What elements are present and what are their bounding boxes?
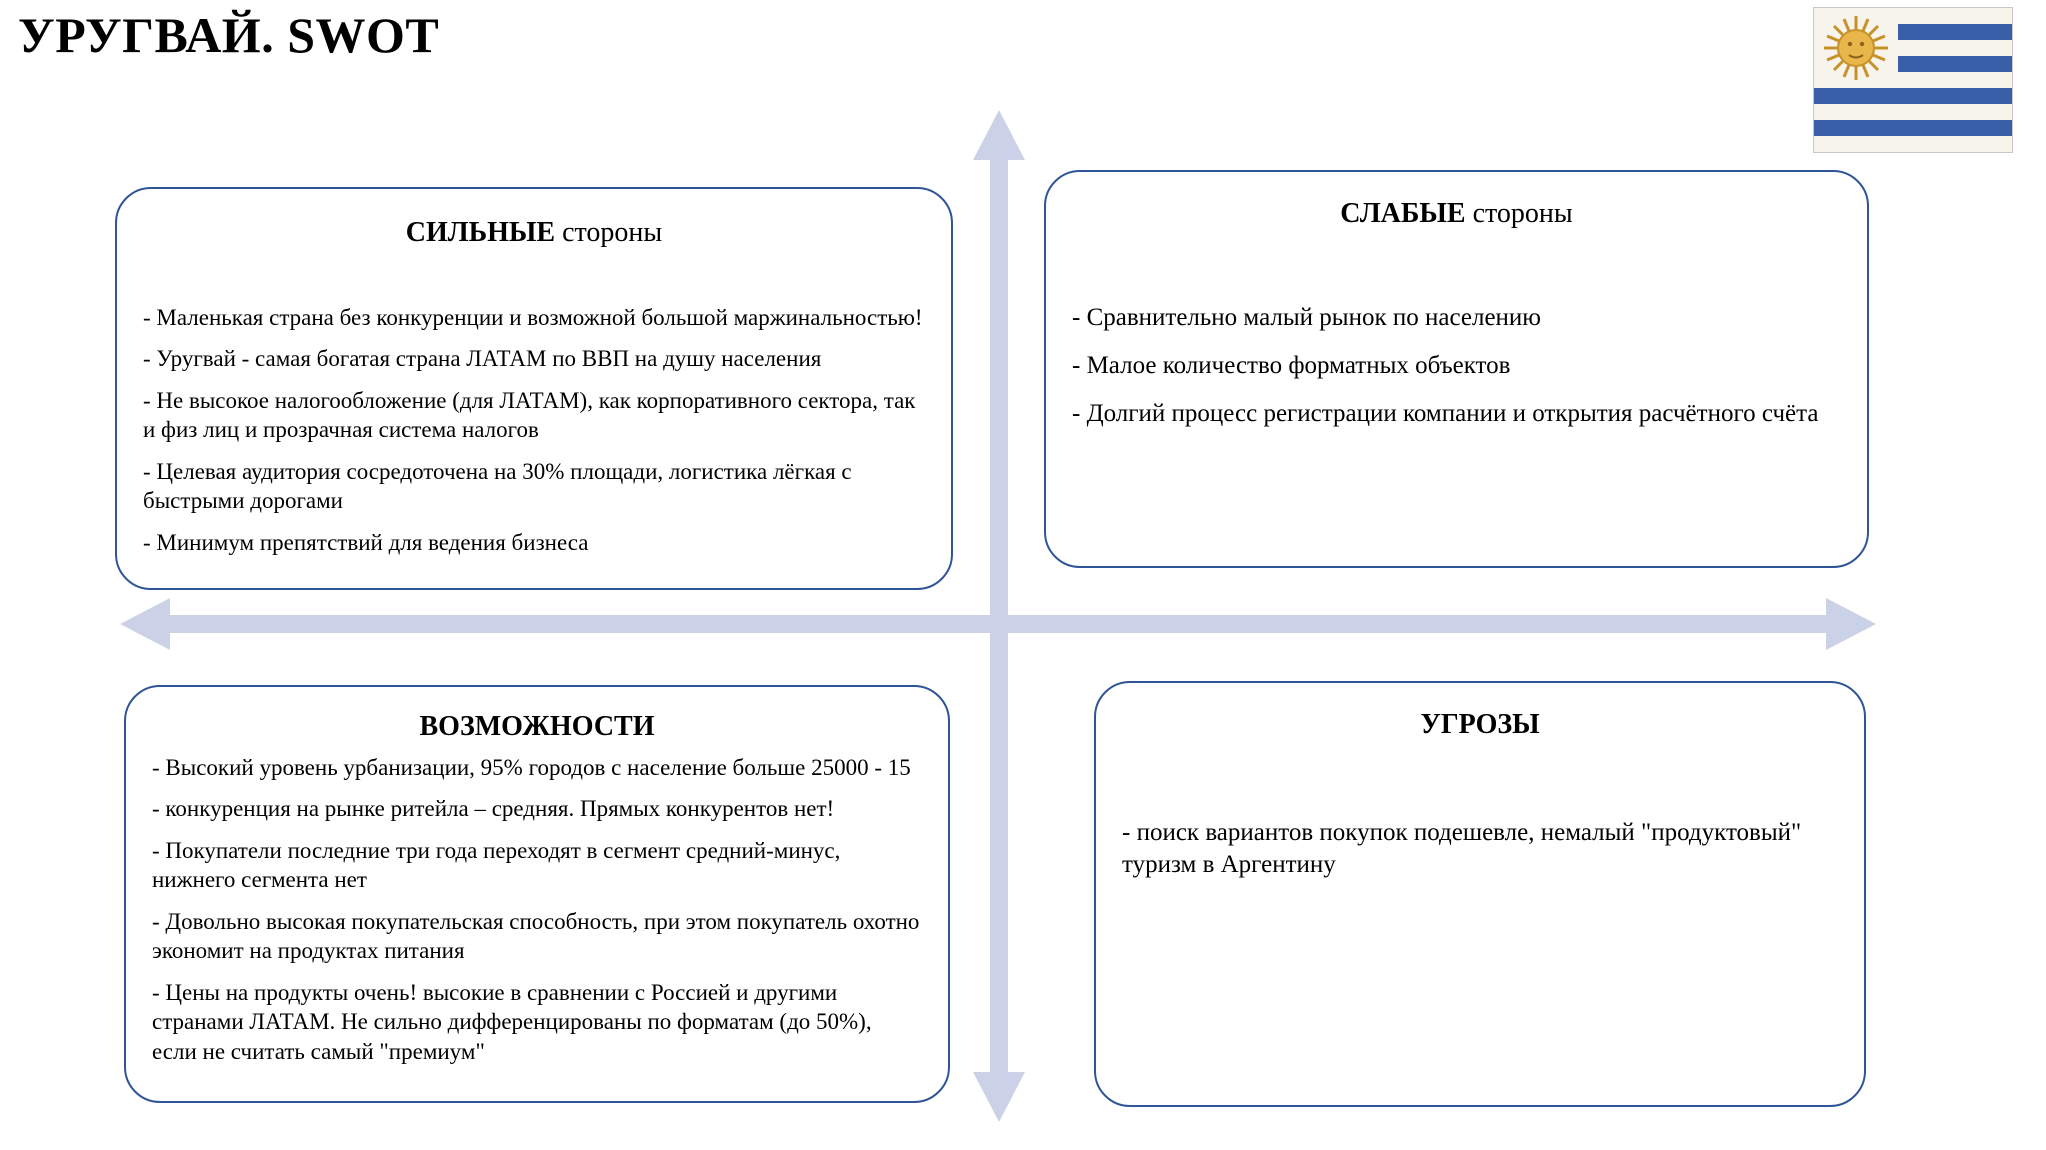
weaknesses-item: - Долгий процесс регистрации компании и открытия расчётного счёта — [1072, 400, 1819, 427]
strengths-item: - Минимум препятствий для ведения бизнеса — [143, 529, 589, 555]
strengths-title-bold: СИЛЬНЫЕ — [405, 217, 556, 248]
page-title: УРУГВАЙ. SWOT — [18, 7, 440, 63]
threats-title-bold: УГРОЗЫ — [1420, 709, 1540, 740]
strengths-quadrant — [115, 187, 953, 590]
strengths-item: - Уругвай - самая богатая страна ЛАТАМ по ВВП на душу населения — [143, 346, 822, 372]
opportunities-item: - конкуренция на рынке ритейла – средняя. Прямых конкурентов нет! — [152, 796, 835, 822]
horizontal-axis-arrowhead-right — [1826, 598, 1876, 650]
opportunities-quadrant — [124, 685, 950, 1103]
opportunities-item: - Довольно высокая покупательская способность, при этом покупатель охотно экономит на продуктах питания — [152, 908, 920, 964]
weaknesses-item: - Сравнительно малый рынок по населению — [1072, 304, 1541, 331]
opportunities-item: - Цены на продукты очень! высокие в сравнении с Россией и другими странами ЛАТАМ. Не сильно дифференцированы по форматам (до 50%), если не считать самый "премиум" — [152, 979, 872, 1064]
strengths-item: - Целевая аудитория сосредоточена на 30% площади, логистика лёгкая с быстрыми дорогами — [143, 458, 852, 514]
strengths-title — [143, 217, 925, 249]
vertical-axis-arrow — [990, 158, 1008, 1074]
weaknesses-title-bold: СЛАБЫЕ — [1340, 198, 1466, 229]
opportunities-item: - Покупатели последние три года переходят в сегмент средний-минус, нижнего сегмента нет — [152, 837, 841, 893]
uruguay-flag-icon — [1814, 8, 2012, 152]
uruguay-flag-svg — [1814, 8, 2012, 152]
horizontal-axis-arrowhead-left — [120, 598, 170, 650]
threats-quadrant — [1094, 681, 1866, 1107]
weaknesses-quadrant — [1044, 170, 1869, 568]
vertical-axis-arrowhead-top — [973, 110, 1025, 160]
strengths-title-rest: стороны — [555, 217, 663, 248]
threats-title — [1122, 709, 1838, 741]
opportunities-title-bold: ВОЗМОЖНОСТИ — [419, 711, 655, 742]
vertical-axis-arrowhead-bottom — [973, 1072, 1025, 1122]
strengths-item: - Не высокое налогообложение (для ЛАТАМ), как корпоративного сектора, так и физ лиц и прозрачная система налогов — [143, 387, 916, 443]
opportunities-item: - Высокий уровень урбанизации, 95% городов с население больше 25000 - 15 — [152, 755, 911, 780]
weaknesses-title-rest: стороны — [1465, 198, 1573, 229]
weaknesses-title — [1072, 198, 1841, 230]
weaknesses-item: - Малое количество форматных объектов — [1072, 352, 1511, 379]
opportunities-title — [152, 711, 922, 743]
strengths-item: - Маленькая страна без конкуренции и возможной большой маржинальностью! — [143, 305, 923, 330]
threats-item: - поиск вариантов покупок подешевле, немалый "продуктовый" туризм в Аргентину — [1122, 819, 1802, 878]
